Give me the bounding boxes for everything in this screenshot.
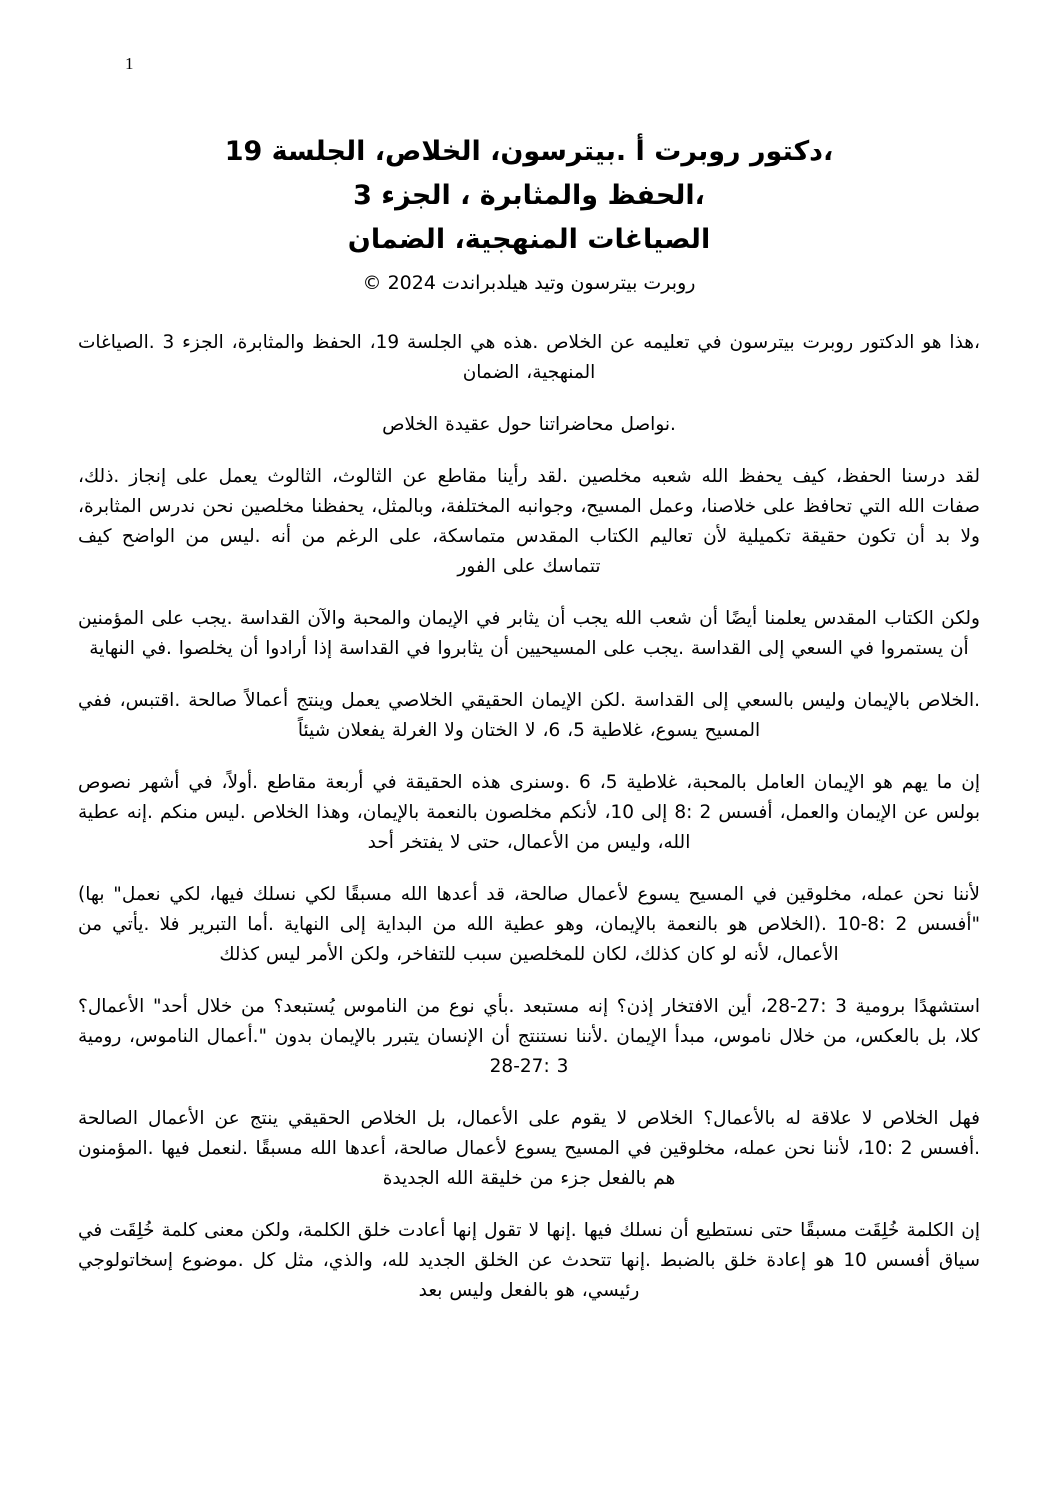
copyright-byline: روبرت بيترسون وتيد هيلدبراندت 2024 ©	[362, 272, 696, 294]
body-paragraph: فهل الخلاص لا علاقة له بالأعمال؟ الخلاص لا يقوم على الأعمال، بل الخلاص الحقيقي ينتج عن الأعمال الصالحة .أفسس 2 :10، لأننا نحن عمله، مخلوقين في المسيح يسوع لأعمال صالحة، أعدها الله مسبقًا .لنعمل فيها .المؤمنون هم بالفعل جزء من خليقة الله الجديدة	[78, 1108, 980, 1189]
body-paragraph: إن ما يهم هو الإيمان العامل بالمحبة، غلاطية 5، 6 .وسنرى هذه الحقيقة في أربعة مقاطع .أولاً، في أشهر نصوص بولس عن الإيمان والعمل، أفسس 2 :8 إلى 10، لأنكم مخلصون بالنعمة بالإيمان، وهذا الخلاص .ليس منكم .إنه عطية الله، وليس من الأعمال، حتى لا يفتخر أحد	[78, 772, 980, 853]
body-paragraph: ،هذا هو الدكتور روبرت بيترسون في تعليمه عن الخلاص .هذه هي الجلسة 19، الحفظ والمثابرة، الجزء 3 .الصياغات المنهجية، الضمان	[78, 332, 981, 383]
title-line-2: ،الحفظ والمثابرة ، الجزء 3	[353, 180, 705, 211]
page-number: 1	[125, 54, 134, 73]
body-paragraph: ولكن الكتاب المقدس يعلمنا أيضًا أن شعب الله يجب أن يثابر في الإيمان والمحبة والآن القداسة .يجب على المؤمنين أن يستمروا في السعي إلى القداسة .يجب على المسيحيين أن يثابروا في القداسة إذا أرادوا أن يخلصوا .في النهاية	[78, 608, 980, 659]
document-header	[78, 130, 980, 298]
title-line-1: ،دكتور روبرت أ .بيترسون، الخلاص، الجلسة 19	[224, 136, 834, 167]
body-paragraph: استشهدًا برومية 3 :27-28، أين الافتخار إذن؟ إنه مستبعد .بأي نوع من الناموس يُستبعد؟ من خلال أحد" الأعمال؟ كلا، بل بالعكس، من خلال ناموس، مبدأ الإيمان .لأننا نستنتج أن الإنسان يتبرر بالإيمان بدون ".أعمال الناموس، رومية 3 :27-28	[78, 996, 980, 1077]
body-paragraph: إن الكلمة خُلِقَت مسبقًا حتى نستطيع أن نسلك فيها .إنها لا تقول إنها أعادت خلق الكلمة، ولكن معنى كلمة خُلِقَت في سياق أفسس 10 هو إعادة خلق بالضبط .إنها تتحدث عن الخلق الجديد لله، والذي، مثل كل .موضوع إسخاتولوجي رئيسي، هو بالفعل وليس بعد	[78, 1220, 980, 1301]
body-paragraph: .الخلاص بالإيمان وليس بالسعي إلى القداسة .لكن الإيمان الحقيقي الخلاصي يعمل وينتج أعمالاً صالحة .اقتبس، ففي المسيح يسوع، غلاطية 5، 6، لا الختان ولا الغرلة يفعلان شيئاً	[78, 690, 980, 741]
body-paragraph: لقد درسنا الحفظ، كيف يحفظ الله شعبه مخلصين .لقد رأينا مقاطع عن الثالوث، الثالوث يعمل على إنجاز .ذلك، صفات الله التي تحافظ على خلاصنا، وعمل المسيح، وجوانبه المختلفة، وبالمثل، يحفظنا مخلصين نحن ندرس المثابرة، ولا بد أن تكون حقيقة تكميلية لأن تعاليم الكتاب المقدس متماسكة، على الرغم من أنه .ليس من الواضح كيف تتماسك على الفور	[78, 466, 980, 577]
title-line-3: الصياغات المنهجية، الضمان	[347, 224, 711, 255]
body-paragraph: لأننا نحن عمله، مخلوقين في المسيح يسوع لأعمال صالحة، قد أعدها الله مسبقًا لكي نسلك فيها، لكي نعمل" بها) "أفسس 2 :8-10 .(الخلاص هو بالنعمة بالإيمان، وهو عطية الله من البداية إلى النهاية .أما التبرير فلا .يأتي من الأعمال، لأنه لو كان كذلك، لكان للمخلصين سبب للتفاخر، ولكن الأمر ليس كذلك	[78, 884, 981, 965]
document-body	[78, 328, 980, 1306]
body-paragraph: .نواصل محاضراتنا حول عقيدة الخلاص	[382, 414, 676, 435]
